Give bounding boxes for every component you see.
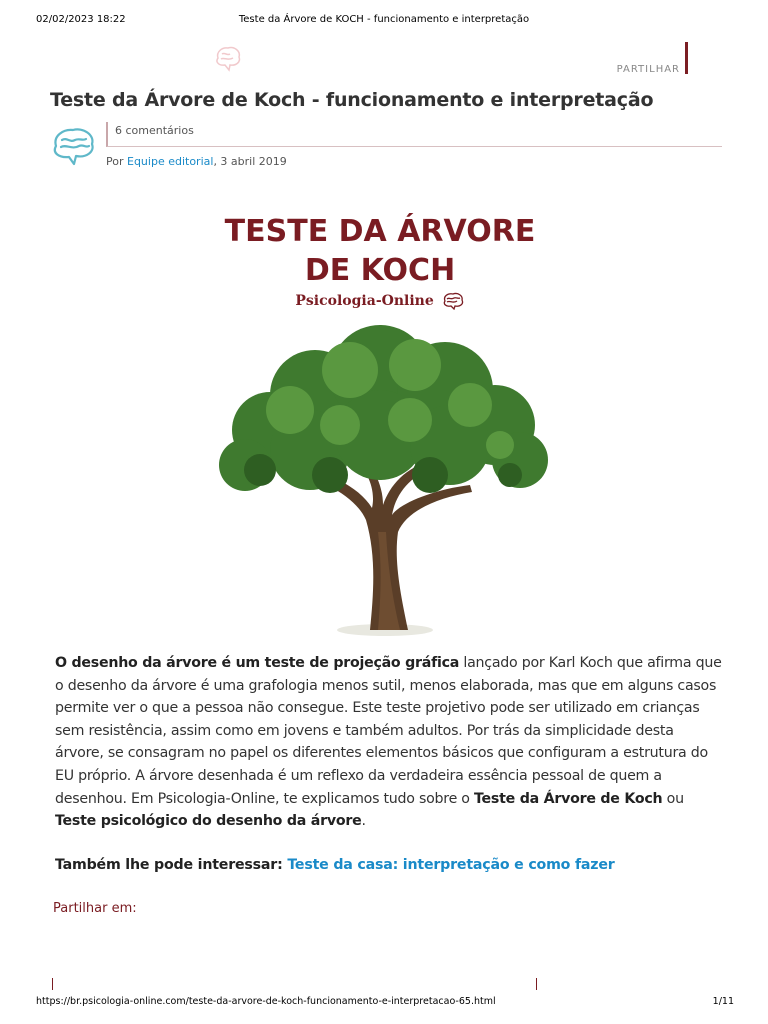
comments-count[interactable]: 6 comentários [115,124,194,137]
intro-paragraph [55,652,725,833]
intro-bold: O desenho da árvore é um teste de projeção gráfica [55,655,460,671]
author-avatar-brain-icon [48,124,100,168]
tree-illustration [200,320,570,640]
divider-tick-right [536,978,537,990]
related-article [55,857,725,873]
share-in-label: Partilhar em: [53,901,137,916]
page-number: 1/11 [712,996,734,1007]
publish-date: , 3 abril 2019 [213,155,287,168]
share-accent-bar [685,42,688,74]
site-topbar [36,42,736,78]
site-logo[interactable] [38,48,45,69]
hero-image [180,200,580,640]
hero-brand [180,292,580,310]
divider-tick-left [52,978,53,990]
byline-prefix: Por [106,155,124,168]
print-doc-title: Teste da Árvore de KOCH - funcionamento e interpretação [238,14,530,25]
intro-end: . [361,813,366,830]
related-link[interactable]: Teste da casa: interpretação e como fazer [287,857,615,873]
share-link[interactable]: PARTILHAR [616,64,680,75]
byline [106,155,287,168]
hero-title-line1: TESTE DA ÁRVORE [224,214,536,249]
author-link[interactable]: Equipe editorial [127,155,214,168]
brain-icon [212,44,244,72]
hero-brand-name: Psicologia-Online [295,293,434,309]
brain-logo-icon [441,292,465,310]
intro-bold-2: Teste da Árvore de Koch [474,790,663,807]
print-datetime: 02/02/2023 18:22 [36,14,126,25]
related-label: Também lhe pode interessar: [55,857,288,873]
intro-or: ou [662,790,684,807]
page-url: https://br.psicologia-online.com/teste-da-arvore-de-koch-funcionamento-e-interpretacao-65.html [36,996,496,1007]
intro-bold-3: Teste psicológico do desenho da árvore [55,813,362,830]
hero-title-line2: DE KOCH [304,253,456,288]
comments-box [106,122,722,147]
article-title: Teste da Árvore de Koch - funcionamento e interpretação [50,89,654,111]
intro-text: lançado por Karl Koch que afirma que o desenho da árvore é uma grafologia menos sutil, menos elaborada, mas que em alguns casos permite ver o que a pessoa não consegue. Este teste projetivo pode ser utilizado em crianças sem resistência, assim como em jovens e também adultos. Por trás da simplicidade desta árvore, se consagram no papel os diferentes elementos básicos que configuram a estrutura do EU próprio. A árvore desenhada é um reflexo da verdadeira essência pessoal de quem a desenhou. Em Psicologia-Online, te explicamos tudo sobre o [55,655,722,807]
article-body [55,652,725,833]
hero-title [180,212,580,290]
print-header [0,14,768,30]
